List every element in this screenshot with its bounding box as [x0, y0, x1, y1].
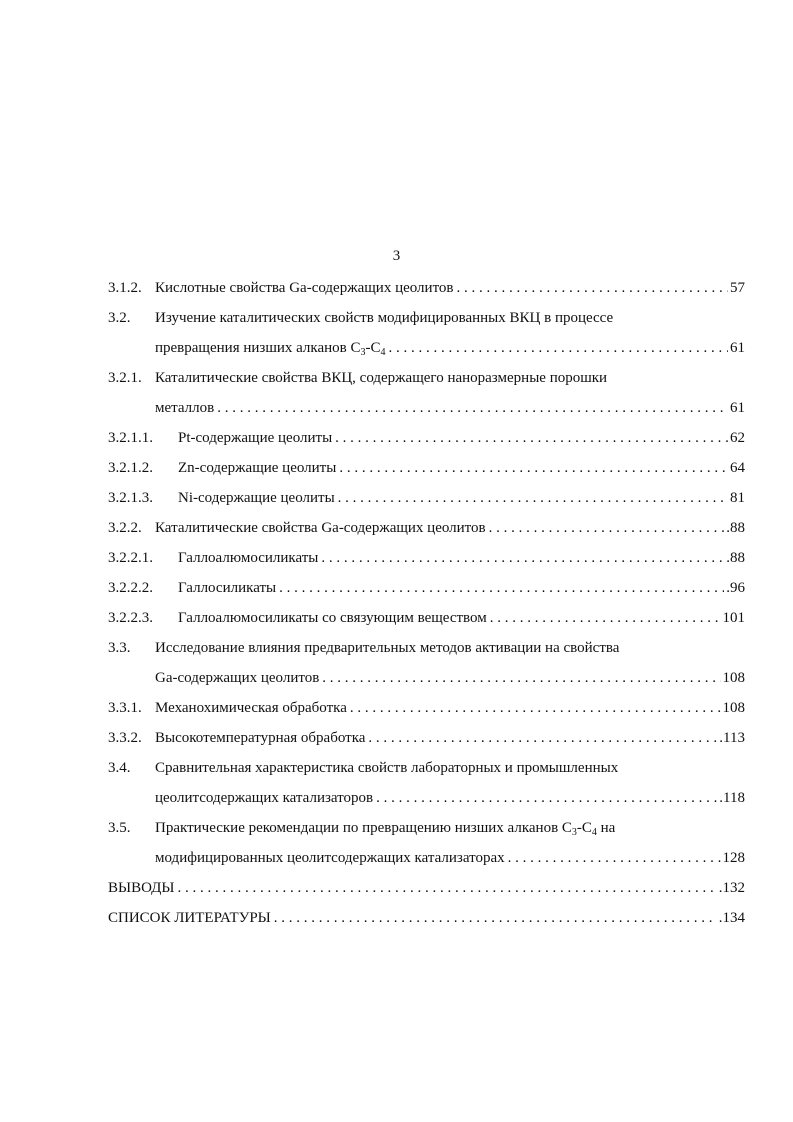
page-number: 3	[392, 248, 401, 264]
toc-entry-page: 108	[722, 670, 745, 686]
toc-entry-title: Галлоалюмосиликаты	[178, 550, 319, 566]
toc-entry-title: превращения низших алканов $C_3-C_4$	[155, 340, 386, 358]
toc-entry-title: Сравнительная характеристика свойств лабораторных и промышленных	[155, 760, 619, 776]
toc-entry-page: .134	[718, 910, 745, 926]
toc-entry-page: .96	[726, 580, 745, 596]
toc-leader-dots	[505, 848, 721, 868]
toc-entry-title: Изучение каталитических свойств модифицированных ВКЦ в процессе	[155, 310, 614, 326]
toc-entry	[108, 578, 745, 598]
toc-entry-title: цеолитсодержащих катализаторов	[155, 790, 374, 806]
toc-entry	[108, 878, 745, 898]
toc-leader-dots	[335, 488, 728, 508]
toc-entry-page: 128	[722, 850, 745, 866]
toc-entry-title: Галлосиликаты	[178, 580, 277, 596]
toc-entry-number: 3.5.	[108, 820, 131, 836]
toc-leader-dots	[175, 878, 717, 898]
toc-entry	[108, 758, 745, 778]
toc-leader-dots	[319, 668, 720, 688]
toc-leader-dots	[454, 278, 728, 298]
toc-leader-dots	[318, 548, 724, 568]
toc-entry	[108, 638, 745, 658]
toc-entry-number: 3.2.1.1.	[108, 430, 153, 446]
toc-leader-dots	[386, 338, 728, 358]
toc-entry-title: Zn-содержащие цеолиты	[178, 460, 337, 476]
toc-entry-title: Кислотные свойства Ga-содержащих цеолитов	[155, 280, 454, 296]
toc-leader-dots	[271, 908, 717, 928]
toc-entry-page: 81	[730, 490, 745, 506]
toc-entry-page: 62	[730, 430, 745, 446]
toc-entry-number: 3.3.1.	[108, 700, 142, 716]
toc-entry	[108, 338, 745, 358]
toc-entry-title: Высокотемпературная обработка	[155, 730, 366, 746]
toc-entry-title: Каталитические свойства ВКЦ, содержащего наноразмерные порошки	[155, 370, 608, 386]
toc-entry-number: 3.2.2.1.	[108, 550, 153, 566]
toc-entry-number: 3.3.	[108, 640, 131, 656]
toc-entry-title: Каталитические свойства Ga-содержащих цеолитов	[155, 520, 486, 536]
toc-entry-page: 64	[730, 460, 745, 476]
toc-entry	[108, 668, 745, 688]
toc-entry	[108, 398, 745, 418]
toc-entry	[108, 728, 745, 748]
toc-leader-dots	[347, 698, 721, 718]
toc-entry-title: СПИСОК ЛИТЕРАТУРЫ	[108, 910, 271, 926]
toc-entry	[108, 488, 745, 508]
toc-entry	[108, 368, 745, 388]
toc-entry-number: 3.2.	[108, 310, 131, 326]
toc-entry-page: 61	[730, 340, 745, 356]
toc-entry-number: 3.4.	[108, 760, 131, 776]
toc-entry-number: 3.1.2.	[108, 280, 142, 296]
toc-leader-dots	[336, 458, 728, 478]
toc-entry	[108, 548, 745, 568]
toc-entry	[108, 308, 745, 328]
toc-entry-page: 101	[722, 610, 745, 626]
toc-entry	[108, 518, 745, 538]
toc-entry	[108, 608, 745, 628]
toc-entry	[108, 278, 745, 298]
toc-entry-page: .88	[726, 520, 745, 536]
toc-entry-number: 3.2.2.2.	[108, 580, 153, 596]
toc-entry-number: 3.2.1.3.	[108, 490, 153, 506]
toc-entry	[108, 848, 745, 868]
toc-leader-dots	[332, 428, 728, 448]
toc-entry-page: .118	[719, 790, 745, 806]
toc-entry-page: .132	[718, 880, 745, 896]
toc-entry	[108, 458, 745, 478]
toc-entry-title: Практические рекомендации по превращению низших алканов $C_3-C_4$ на	[155, 820, 616, 838]
toc-leader-dots	[214, 398, 728, 418]
toc-entry	[108, 428, 745, 448]
toc-entry	[108, 788, 745, 808]
toc-entry-title: Pt-содержащие цеолиты	[178, 430, 333, 446]
toc-leader-dots	[276, 578, 724, 598]
toc-leader-dots	[487, 608, 721, 628]
toc-entry-title: Исследование влияния предварительных методов активации на свойства	[155, 640, 620, 656]
toc-entry-page: 57	[730, 280, 745, 296]
toc-entry	[108, 818, 745, 838]
toc-leader-dots	[365, 728, 717, 748]
toc-entry-number: 3.2.1.	[108, 370, 142, 386]
toc-entry-page: .113	[719, 730, 745, 746]
toc-entry-page: 108	[722, 700, 745, 716]
toc-entry-number: 3.2.2.3.	[108, 610, 153, 626]
toc-entry-title: Ni-содержащие цеолиты	[178, 490, 335, 506]
toc-entry-title: ВЫВОДЫ	[108, 880, 175, 896]
toc-entry-title: модифицированных цеолитсодержащих катализаторах	[155, 850, 505, 866]
toc-entry-number: 3.3.2.	[108, 730, 142, 746]
toc-entry-title: Механохимическая обработка	[155, 700, 347, 716]
toc-leader-dots	[373, 788, 717, 808]
toc-entry	[108, 908, 745, 928]
toc-entry-title: Галлоалюмосиликаты со связующим веществом	[178, 610, 487, 626]
toc-entry-page: 61	[730, 400, 745, 416]
toc-entry-number: 3.2.1.2.	[108, 460, 153, 476]
toc-leader-dots	[486, 518, 725, 538]
toc-entry-title: металлов	[155, 400, 215, 416]
toc-entry-title: Ga-содержащих цеолитов	[155, 670, 320, 686]
toc-entry	[108, 698, 745, 718]
toc-entry-page: .88	[726, 550, 745, 566]
toc-entry-number: 3.2.2.	[108, 520, 142, 536]
